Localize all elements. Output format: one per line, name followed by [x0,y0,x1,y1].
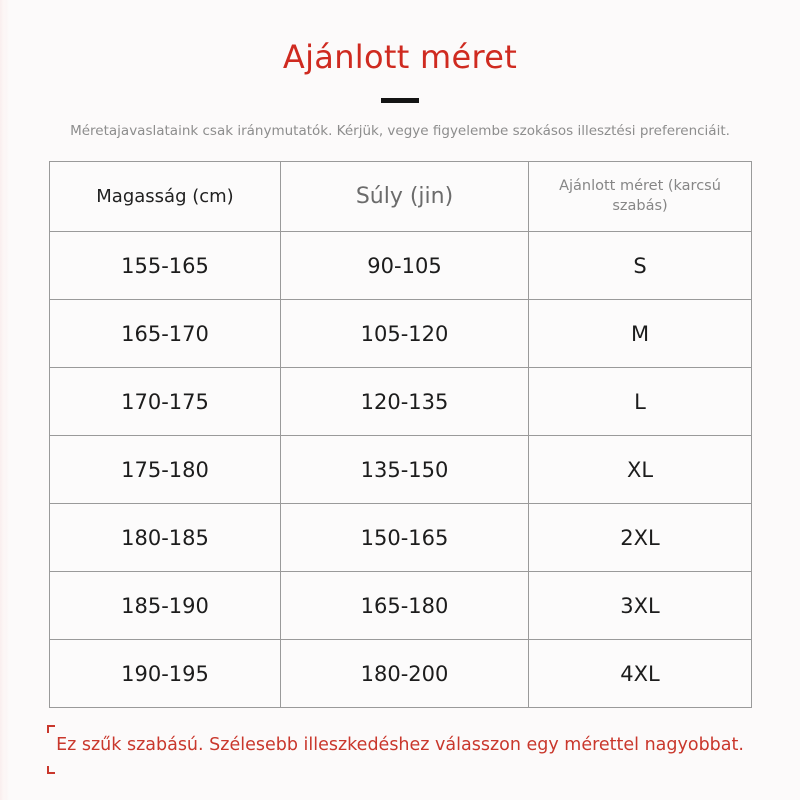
size-chart-table [49,161,752,708]
cell-weight: 150-165 [281,504,529,572]
table-body [50,232,752,708]
cell-height: 185-190 [50,572,281,640]
cell-size: XL [529,436,752,504]
cell-weight: 180-200 [281,640,529,708]
cell-size: L [529,368,752,436]
table-header [50,162,752,232]
cell-size: 4XL [529,640,752,708]
title-underline-rule [381,98,419,103]
cell-size: M [529,300,752,368]
cell-height: 170-175 [50,368,281,436]
cell-height: 175-180 [50,436,281,504]
table-row [50,300,752,368]
cell-height: 180-185 [50,504,281,572]
table-header-row [50,162,752,232]
cell-size: 2XL [529,504,752,572]
table-row [50,504,752,572]
cell-weight: 135-150 [281,436,529,504]
table-row [50,572,752,640]
left-edge-stripe [0,0,9,800]
cell-height: 165-170 [50,300,281,368]
table-row [50,436,752,504]
page-subtitle: Méretajavaslataink csak iránymutatók. Kérjük, vegye figyelembe szokásos illesztési preferenciáit. [70,123,730,139]
cell-height: 190-195 [50,640,281,708]
table-row [50,368,752,436]
cell-weight: 165-180 [281,572,529,640]
fit-advice-note: Ez szűk szabású. Szélesebb illeszkedéshez válasszon egy mérettel nagyobbat. [56,735,744,755]
corner-tick-bottom-icon [47,766,55,774]
cell-weight: 105-120 [281,300,529,368]
corner-tick-top-icon [47,725,55,733]
cell-size: 3XL [529,572,752,640]
cell-weight: 120-135 [281,368,529,436]
column-header-weight: Súly (jin) [281,162,529,232]
cell-size: S [529,232,752,300]
column-header-height: Magasság (cm) [50,162,281,232]
cell-weight: 90-105 [281,232,529,300]
column-header-recommended-size: Ajánlott méret (karcsú szabás) [529,162,752,232]
table-row [50,232,752,300]
page-title: Ajánlott méret [282,38,518,76]
cell-height: 155-165 [50,232,281,300]
table-row [50,640,752,708]
